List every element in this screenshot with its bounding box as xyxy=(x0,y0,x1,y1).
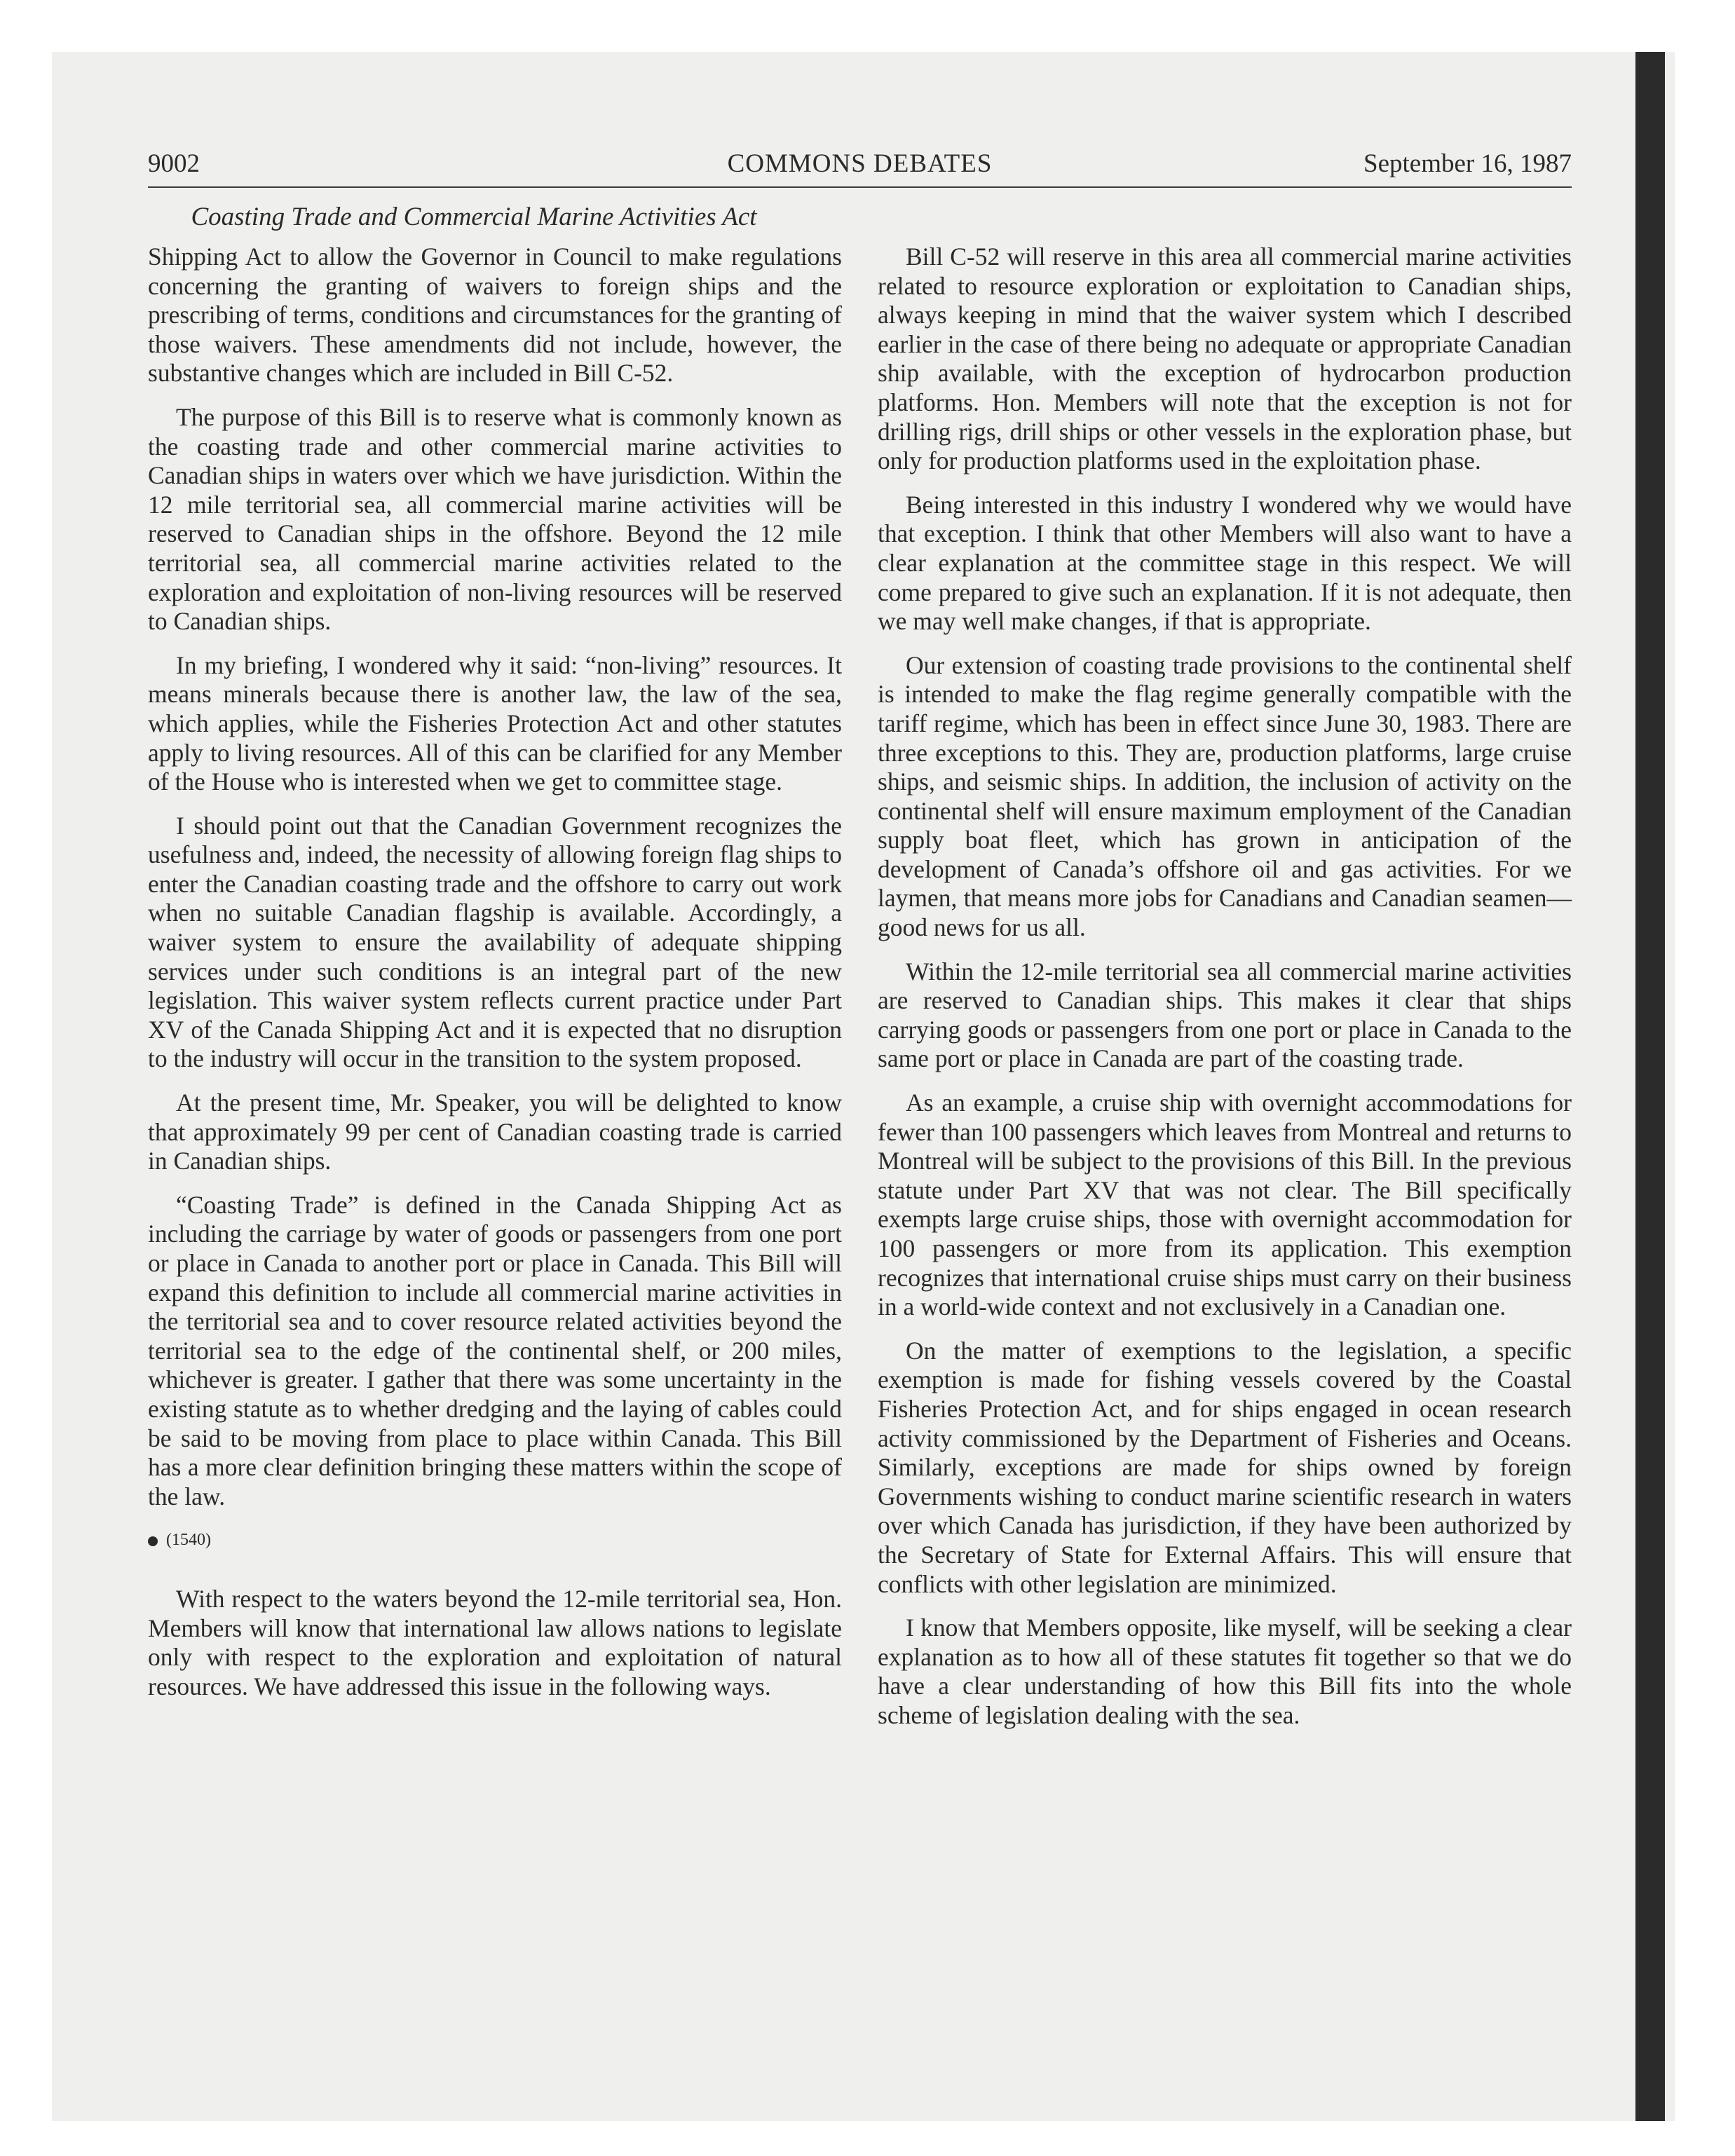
paragraph: Our extension of coasting trade provisions to the continental shelf is intended to make the flag regime generally compatible with the tariff regime, which has been in effect since June 30, 1983. There are three exceptions to this. They are, production platforms, large cruise ships, and seismic ships. In addition, the inclusion of activity on the continental shelf will ensure maximum employment of the Canadian supply boat fleet, which has grown in anticipation of the development of Canada’s offshore oil and gas activities. For we laymen, that means more jobs for Canadians and Canadian seamen—good news for us all. xyxy=(878,650,1572,942)
publication-title: COMMONS DEBATES xyxy=(727,149,993,178)
running-title: Coasting Trade and Commercial Marine Activities Act xyxy=(191,203,757,231)
left-column xyxy=(148,243,842,1716)
paragraph: At the present time, Mr. Speaker, you will be delighted to know that approximately 99 per cent of Canadian coasting trade is carried in Canadian ships. xyxy=(148,1089,842,1175)
time-marker-label: (1540) xyxy=(166,1531,211,1550)
paragraph: The purpose of this Bill is to reserve what is commonly known as the coasting trade and other commercial marine activities to Canadian ships in waters over which we have jurisdiction. Within the 12 mile territorial sea, all commercial marine activities will be reserved to Canadian ships in the offshore. Beyond the 12 mile territorial sea, all commercial marine activities related to the exploration and exploitation of non-living resources will be reserved to Canadian ships. xyxy=(148,402,842,636)
paragraph: As an example, a cruise ship with overnight accommodations for fewer than 100 passengers which leaves from Montreal and returns to Montreal will be subject to the provisions of this Bill. In the previous statute under Part XV that was not clear. The Bill specifically exempts large cruise ships, those with overnight accommodation for 100 passengers or more from its application. This exemption recognizes that international cruise ships must carry on their business in a world-wide context and not exclusively in a Canadian one. xyxy=(878,1089,1572,1321)
right-column xyxy=(878,243,1572,1745)
scan-edge-shadow xyxy=(1635,52,1665,2121)
paragraph: I know that Members opposite, like myself, will be seeking a clear explanation as to how all of these statutes fit together so that we do have a clear understanding of how this Bill fits into the whole scheme of legislation dealing with the sea. xyxy=(878,1613,1572,1729)
paragraph: Bill C-52 will reserve in this area all commercial marine activities related to resource exploration or exploitation to Canadian ships, always keeping in mind that the waiver system which I described earlier in the case of there being no adequate or appropriate Canadian ship available, with the exception of hydrocarbon production platforms. Hon. Members will note that the exception is not for drilling rigs, drill ships or other vessels in the exploration phase, but only for production platforms used in the exploitation phase. xyxy=(878,243,1572,475)
paragraph: Shipping Act to allow the Governor in Council to make regulations concerning the granting of waivers to foreign ships and the prescribing of terms, conditions and circumstances for the granting of those waivers. These amendments did not include, however, the substantive changes which are included in Bill C-52. xyxy=(148,243,842,388)
time-marker xyxy=(148,1526,842,1555)
publication-date: September 16, 1987 xyxy=(1363,149,1572,178)
page-header xyxy=(148,147,1572,188)
paragraph: In my briefing, I wondered why it said: “non-living” resources. It means minerals because there is another law, the law of the sea, which applies, while the Fisheries Protection Act and other statutes apply to living resources. All of this can be clarified for any Member of the House who is interested when we get to committee stage. xyxy=(148,650,842,796)
paragraph: Being interested in this industry I wondered why we would have that exception. I think that other Members will also want to have a clear explanation at the committee stage in this respect. We will come prepared to give such an explanation. If it is not adequate, then we may well make changes, if that is appropriate. xyxy=(878,490,1572,636)
bullet-icon xyxy=(148,1536,158,1546)
paragraph: With respect to the waters beyond the 12-mile territorial sea, Hon. Members will know that international law allows nations to legislate only with respect to the exploration and exploitation of natural resources. We have addressed this issue in the following ways. xyxy=(148,1584,842,1700)
paragraph: I should point out that the Canadian Government recognizes the usefulness and, indeed, the necessity of allowing foreign flag ships to enter the Canadian coasting trade and the offshore to carry out work when no suitable Canadian flagship is available. Accordingly, a waiver system to ensure the availability of adequate shipping services under such conditions is an integral part of the new legislation. This waiver system reflects current practice under Part XV of the Canada Shipping Act and it is expected that no disruption to the industry will occur in the transition to the system proposed. xyxy=(148,811,842,1073)
page-number: 9002 xyxy=(148,149,200,178)
paragraph: On the matter of exemptions to the legislation, a specific exemption is made for fishing vessels covered by the Coastal Fisheries Protection Act, and for ships engaged in ocean research activity commissioned by the Department of Fisheries and Oceans. Similarly, exceptions are made for ships owned by foreign Governments wishing to conduct marine scientific research in waters over which Canada has jurisdiction, if they have been authorized by the Secretary of State for External Affairs. This will ensure that conflicts with other legislation are minimized. xyxy=(878,1336,1572,1598)
paragraph: Within the 12-mile territorial sea all commercial marine activities are reserved to Canadian ships. This makes it clear that ships carrying goods or passengers from one port or place in Canada to the same port or place in Canada are part of the coasting trade. xyxy=(878,957,1572,1073)
paragraph: “Coasting Trade” is defined in the Canada Shipping Act as including the carriage by water of goods or passengers from one port or place in Canada to another port or place in Canada. This Bill will expand this definition to include all commercial marine activities in the territorial sea and to cover resource related activities beyond the territorial sea to the edge of the continental shelf, or 200 miles, whichever is greater. I gather that there was some uncertainty in the existing statute as to whether dredging and the laying of cables could be said to be moving from place to place within Canada. This Bill has a more clear definition bringing these matters within the scope of the law. xyxy=(148,1190,842,1510)
